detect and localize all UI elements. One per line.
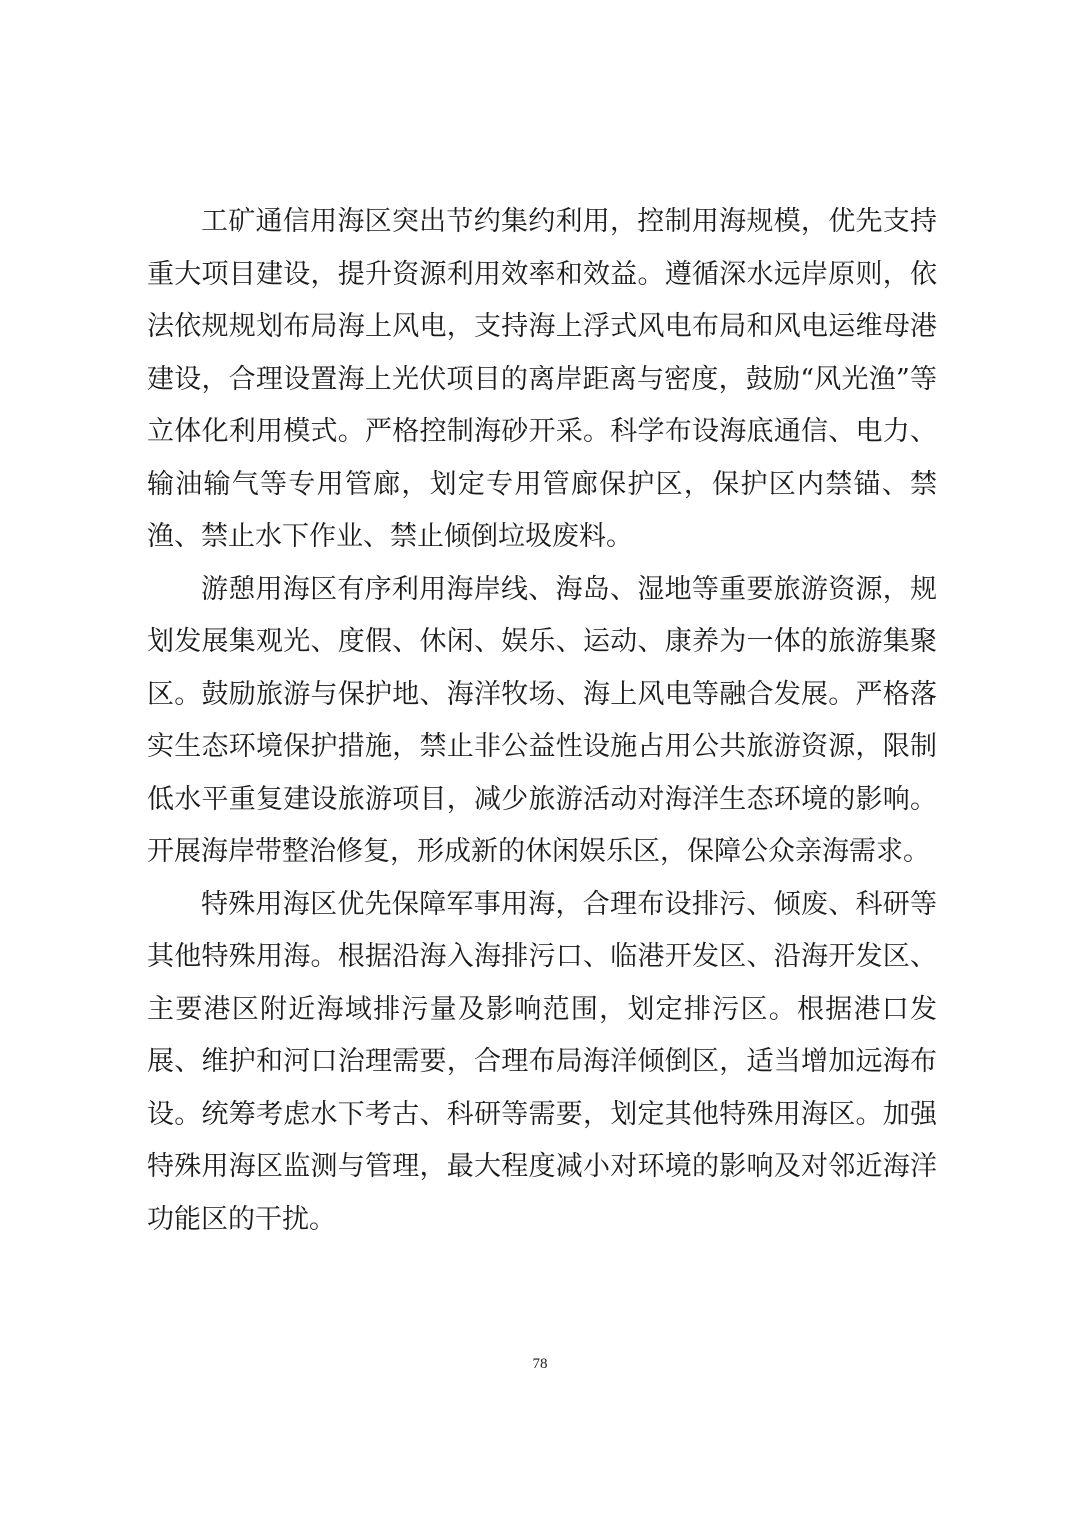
paragraph-recreation-zone: 游憩用海区有序利用海岸线、海岛、湿地等重要旅游资源，规划发展集观光、度假、休闲、娱乐、运动、康养为一体的旅游集聚区。鼓励旅游与保护地、海洋牧场、海上风电等融合发展。严格落实生态环境保护措施，禁止非公益性设施占用公共旅游资源，限制低水平重复建设旅游项目，减少旅游活动对海洋生态环境的影响。开展海岸带整治修复，形成新的休闲娱乐区，保障公众亲海需求。 bbox=[147, 573, 937, 867]
page-number: 78 bbox=[532, 1356, 548, 1372]
paragraph-industrial-communication-zone: 工矿通信用海区突出节约集约利用，控制用海规模，优先支持重大项目建设，提升资源利用效率和效益。遵循深水远岸原则，依法依规规划布局海上风电，支持海上浮式风电布局和风电运维母港建设，合理设置海上光伏项目的离岸距离与密度，鼓励“风光渔”等立体化利用模式。严格控制海砂开采。科学布设海底通信、电力、输油输气等专用管廊，划定专用管廊保护区，保护区内禁锚、禁渔、禁止水下作业、禁止倾倒垃圾废料。 bbox=[147, 206, 937, 552]
paragraph-special-use-zone: 特殊用海区优先保障军事用海，合理布设排污、倾废、科研等其他特殊用海。根据沿海入海排污口、临港开发区、沿海开发区、主要港区附近海域排污量及影响范围，划定排污区。根据港口发展、维护和河口治理需要，合理布局海洋倾倒区，适当增加远海布设。统筹考虑水下考古、科研等需要，划定其他特殊用海区。加强特殊用海区监测与管理，最大程度减小对环境的影响及对邻近海洋功能区的干扰。 bbox=[147, 888, 937, 1235]
document-body bbox=[147, 196, 937, 1246]
